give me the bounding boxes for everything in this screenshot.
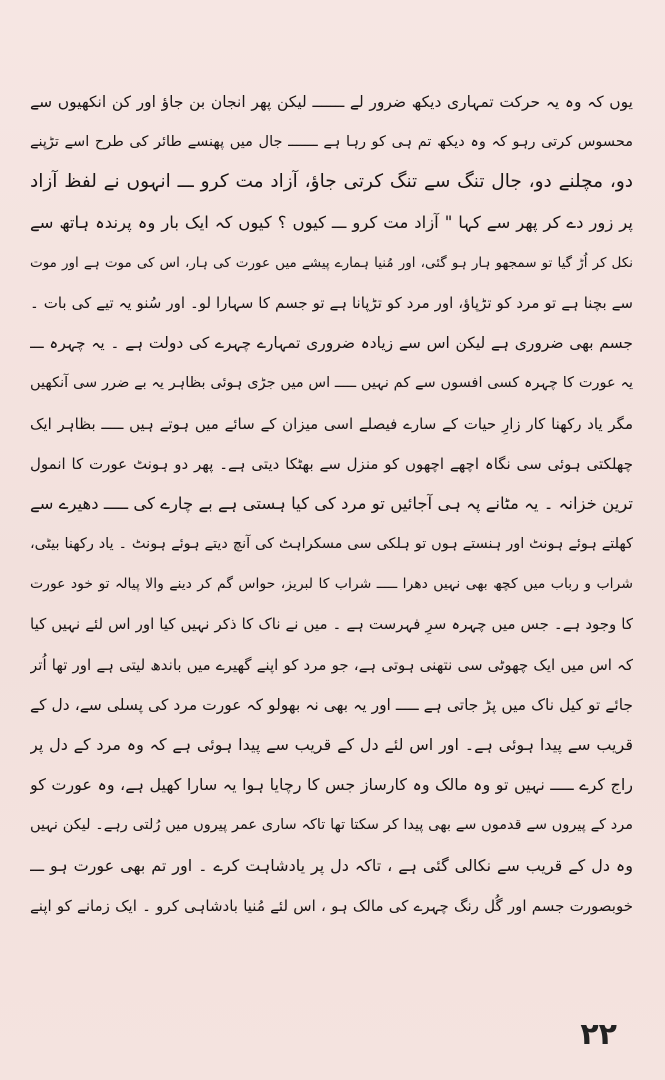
text-line: یہ عورت کا چہرہ کسی افسوں سے کم نہیں ـــــ اس میں جڑی ہوئی بظاہر یہ بے ضرر سی آنکھیں xyxy=(30,375,633,392)
text-line: خوبصورت جسم اور گُل رنگ چہرے کی مالک ہو ، اس لئے مُنیا بادشاہی کرو ۔ ایک زمانے کو اپنے xyxy=(30,896,633,915)
body-text xyxy=(30,82,633,926)
text-line: وہ دل کے قریب سے نکالی گئی ہے ، تاکہ دل پر یادشاہت کرے ۔ اور تم بھی عورت ہو ـــ xyxy=(30,855,633,875)
text-line: شراب و رباب میں کچھ بھی نہیں دھرا ـــــ شراب کا لبریز، حواس گم کر دینے والا پیالہ تو خود عورت xyxy=(30,576,633,593)
text-line: محسوس کرتی رہو کہ وہ دیکھ تم ہی کو رہا ہے ـــــــ جال میں پھنسے طائر کی طرح اسے تڑپنے xyxy=(30,134,633,151)
text-line: کھلتے ہوئے ہونٹ اور ہنستے ہوں تو ہلکی سی مسکراہٹ کی آنچ دیتے ہوئے ہونٹ ۔ یاد رکھنا بیٹی، xyxy=(30,536,633,553)
text-line: جسم بھی ضروری ہے لیکن اس سے زیادہ ضروری تمہارے چہرے کی دولت ہے ۔ یہ چہرہ ـــ xyxy=(30,334,633,353)
text-line: یوں کہ وہ یہ حرکت تمہاری دیکھ ضرور لے ـــــــ لیکن پھر انجان بن جاؤ اور کن انکھیوں سے xyxy=(30,93,633,111)
text-line: دو، مچلنے دو، جال تنگ سے تنگ کرتی جاؤ، آزاد مت کرو ـــ انہوں نے لفظ آزاد xyxy=(30,171,633,193)
text-line: ترین خزانہ ۔ یہ مٹانے پہ ہی آجائیں تو مرد کی کیا ہستی ہے بے چارے کی ـــــ دھیرے سے xyxy=(30,493,633,513)
text-line: قریب سے پیدا ہوئی ہے۔ اور اس لئے دل کے قریب سے پیدا ہوئی ہے کہ وہ مرد کے دل پر xyxy=(30,735,633,754)
text-line: نکل کر اُڑ گیا تو سمجھو ہار ہو گئی، اور مُنیا ہمارے پیشے میں عورت کی ہار، اس کی موت ہے اور موت xyxy=(30,254,633,271)
text-line: مرد کے پیروں سے قدموں سے بھی پیدا کر سکتا تھا تاکہ ساری عمر پیروں میں رُلتی رہے۔ لیکن نہیں xyxy=(30,817,633,834)
text-line: راج کرے ـــــ نہیں تو وہ مالک وہ کارساز جس کا رچایا ہوا یہ سارا کھیل ہے، وہ عورت کو xyxy=(30,775,633,795)
text-line: جائے تو کیل ناک میں پڑ جاتی ہے ـــــ اور یہ بھی نہ بھولو کہ عورت مرد کی پسلی سے، دل کے xyxy=(30,695,633,714)
text-line: چھلکتی ہوئی سی نگاہ اچھے اچھوں کو منزل سے بھٹکا دیتی ہے۔ پھر دو ہونٹ عورت کا انمول xyxy=(30,454,633,473)
text-line: مگر یاد رکھنا کار زارِ حیات کے سارے فیصلے اسی میزان کے سائے میں ہوتے ہیں ـــــ بظاہر ایک xyxy=(30,414,633,433)
text-line: پر زور دے کر پھر سے کہا " آزاد مت کرو ـــ کیوں ؟ کیوں کہ ایک بار وہ پرندہ ہاتھ سے xyxy=(30,212,633,232)
page-number: ۲۲ xyxy=(580,1017,617,1052)
text-line: سے بچنا ہے تو مرد کو تڑپاؤ، اور مرد کو تڑپانا ہے تو جسم کا سہارا لو۔ اور سُنو یہ تیے کی بات ۔ xyxy=(30,293,633,312)
text-line: کہ اس میں ایک چھوٹی سی نتھنی ہوتی ہے، جو مرد کو اپنے گھیرے میں باندھ لیتی ہے اور تھا اُتر xyxy=(30,655,633,674)
text-line: کا وجود ہے۔ جس میں چہرہ سرِ فہرست ہے ۔ میں نے ناک کا ذکر نہیں کیا اور اس لئے نہیں کیا xyxy=(30,615,633,634)
